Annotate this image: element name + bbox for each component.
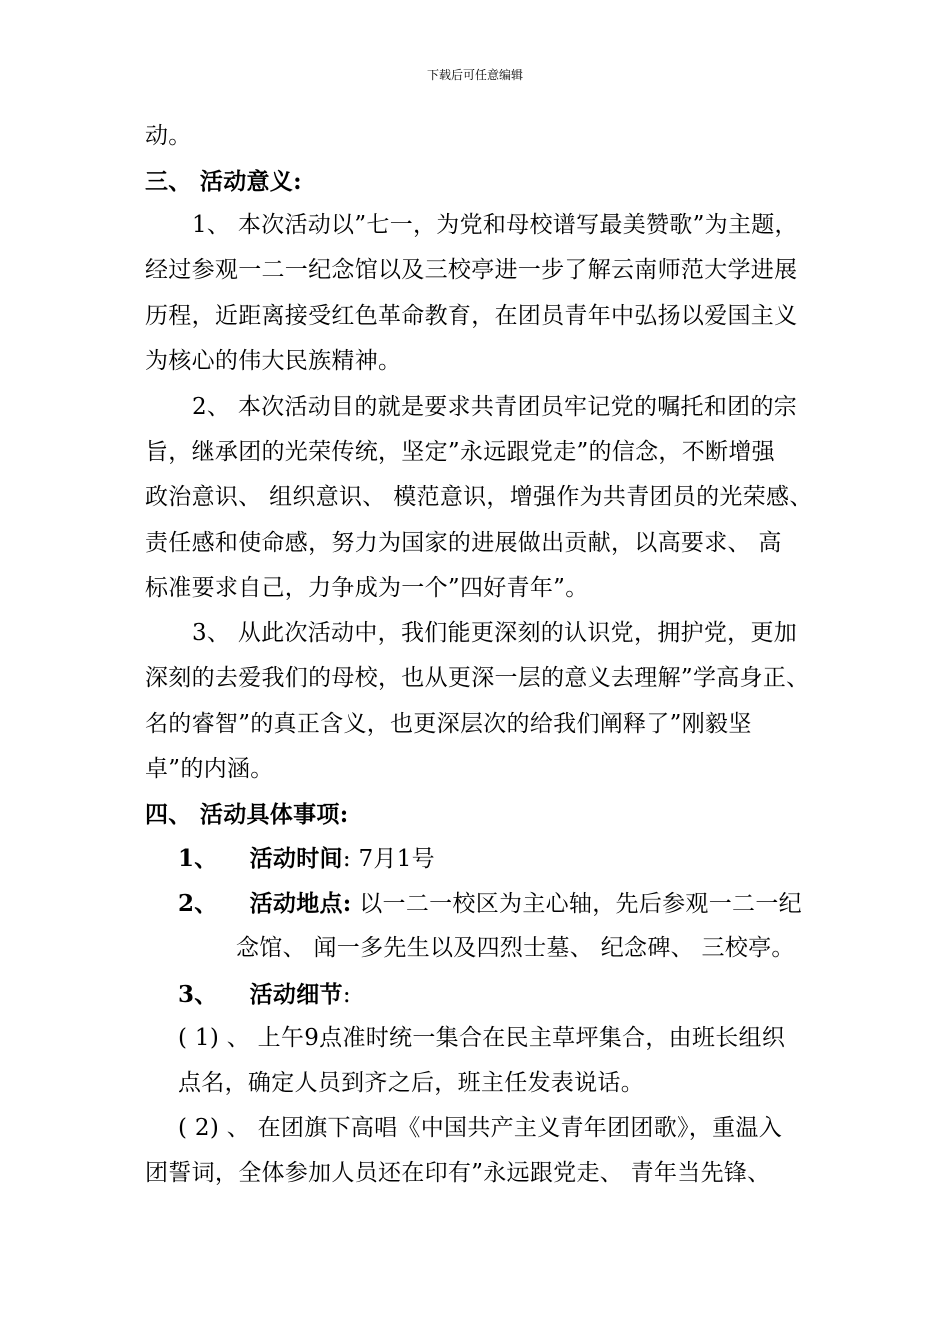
- item-2-label: 活动地点:: [249, 890, 352, 917]
- text-line: 为核心的伟大民族精神。: [145, 348, 402, 374]
- text-line: 旨，继承团的光荣传统，坚定”永远跟党走”的信念，不断增强: [145, 439, 775, 465]
- text-line: 经过参观一二一纪念馆以及三校亭进一步了解云南师范大学进展: [145, 257, 798, 283]
- item-1: [178, 847, 435, 871]
- text-line: 责任感和使命感，努力为国家的进展做出贡献，以高要求、 高: [145, 530, 782, 556]
- detail-2-continuation: 团誓词，全体参加人员还在印有”永远跟党走、 青年当先锋、: [145, 1160, 771, 1186]
- item-3: [178, 983, 351, 1007]
- detail-1: ( 1) 、 上午9点准时统一集合在民主草坪集合，由班长组织: [178, 1025, 786, 1051]
- detail-2: ( 2) 、 在团旗下高唱《中国共产主义青年团团歌》，重温入: [178, 1115, 783, 1141]
- paragraph-3-start: 3、 从此次活动中，我们能更深刻的认识党，拥护党，更加: [192, 620, 798, 646]
- text-line: 深刻的去爱我们的母校，也从更深一层的意义去理解”学高身正、: [145, 665, 810, 691]
- text-line: 标准要求自己，力争成为一个”四好青年”。: [145, 575, 589, 601]
- item-2-number: 2、: [178, 890, 218, 917]
- paragraph-2-start: 2、 本次活动目的就是要求共青团员牢记党的嘱托和团的宗: [192, 394, 798, 420]
- item-1-number: 1、: [178, 845, 218, 872]
- section-heading-3: 三、 活动意义:: [145, 168, 302, 195]
- page-header: 下载后可任意编辑: [426, 68, 523, 82]
- text-line: 历程，近距离接受红色革命教育，在团员青年中弘扬以爱国主义: [145, 303, 798, 329]
- item-3-number: 3、: [178, 981, 218, 1008]
- item-2-value: 以一二一校区为主心轴，先后参观一二一纪: [351, 891, 802, 917]
- item-1-value: : 7月1号: [342, 846, 435, 872]
- section-heading-4: 四、 活动具体事项:: [145, 801, 349, 828]
- text-line: 政治意识、 组织意识、 模范意识，增强作为共青团员的光荣感、: [145, 484, 813, 510]
- item-2-continuation: 念馆、 闻一多先生以及四烈士墓、 纪念碑、 三校亭。: [236, 935, 795, 961]
- item-3-value: :: [342, 982, 351, 1008]
- text-line: 卓”的内涵。: [145, 756, 274, 782]
- paragraph-1-start: 1、 本次活动以”七一，为党和母校谱写最美赞歌”为主题，: [192, 212, 798, 238]
- text-line: 动。: [145, 123, 192, 149]
- item-3-label: 活动细节: [249, 981, 343, 1008]
- detail-1-continuation: 点名，确定人员到齐之后，班主任发表说话。: [178, 1070, 644, 1096]
- item-1-label: 活动时间: [249, 845, 343, 872]
- text-line: 名的睿智”的真正含义，也更深层次的给我们阐释了”刚毅坚: [145, 711, 752, 737]
- item-2: [178, 892, 802, 916]
